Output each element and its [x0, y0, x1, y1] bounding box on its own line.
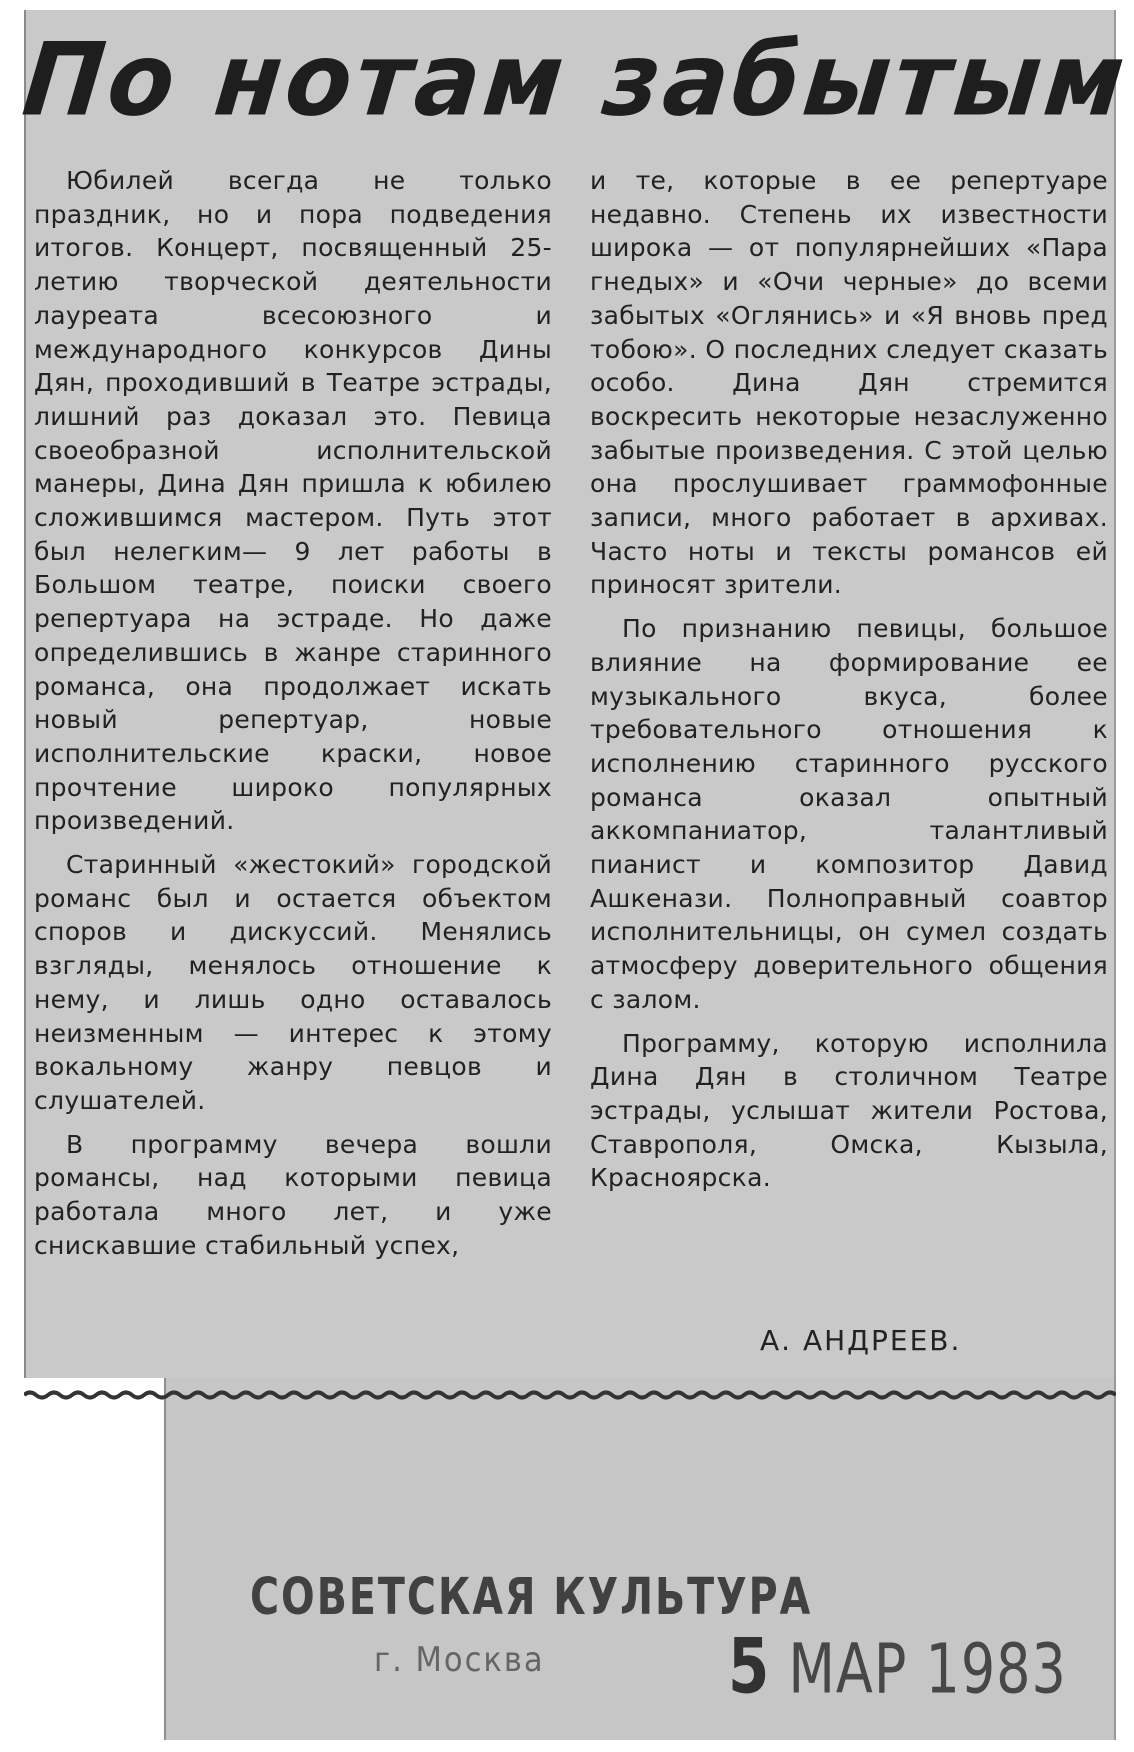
city-stamp: г. Москва: [374, 1640, 545, 1680]
article-column-right: [590, 164, 1108, 1205]
date-stamp: [728, 1622, 1067, 1711]
date-stamp-month-year: МАР 1983: [788, 1629, 1067, 1710]
article-column-left: [34, 164, 552, 1273]
article-paragraph: В программу вечера вошли романсы, над которыми певица работала много лет, и уже снискавшие стабильный успех,: [34, 1129, 552, 1260]
newspaper-name-stamp: СОВЕТСКАЯ КУЛЬТУРА: [250, 1568, 813, 1627]
torn-cut-edge: [24, 1389, 1116, 1401]
article-paragraph: Старинный «жестокий» городской романс был и остается объектом споров и дискуссий. Менялись взгляды, менялось отношение к нему, и лишь одно оставалось неизменным — интерес к этому вокальному жанру певцов и слушателей.: [34, 850, 552, 1115]
article-paragraph: По признанию певицы, большое влияние на формирование ее музыкального вкуса, более требовательного отношения к исполнению старинного русского романса оказал опытный аккомпаниатор, талантливый пианист и композитор Давид Ашкенази. Полноправный соавтор исполнительницы, он сумел создать атмосферу доверительного общения с залом.: [590, 614, 1108, 1014]
article-paragraph: Юбилей всегда не только праздник, но и пора подведения итогов. Концерт, посвященный 25-летию творческой деятельности лауреата всесоюзного и международного конкурсов Дины Дян, проходивший в Театре эстрады, лишний раз доказал это. Певица своеобразной исполнительской манеры, Дина Дян пришла к юбилею сложившимся мастером. Путь этот был нелегким— 9 лет работы в Большом театре, поиски своего репертуара на эстраде. Но даже определившись в жанре старинного романса, она продолжает искать новый репертуар, новые исполнительские краски, новое прочтение широко популярных произведений.: [34, 166, 552, 836]
author-signature: А. АНДРЕЕВ.: [760, 1324, 962, 1357]
article-headline: По нотам забытым: [17, 21, 1134, 139]
date-stamp-day: 5: [728, 1622, 771, 1711]
article-paragraph-continued: и те, которые в ее репертуаре недавно. Степень их известности широка — от популярнейших «Пара гнедых» и «Очи черные» до всеми забытых «Оглянись» и «Я вновь пред тобою». О последних следует сказать особо. Дина Дян стремится воскресить некоторые незаслуженно забытые произведения. С этой целью она прослушивает граммофонные записи, много работает в архивах. Часто ноты и тексты романсов ей приносят зрители.: [590, 166, 1108, 600]
article-paragraph: Программу, которую исполнила Дина Дян в столичном Театре эстрады, услышат жители Ростова, Ставрополя, Омска, Кызыла, Красноярска.: [590, 1028, 1108, 1193]
